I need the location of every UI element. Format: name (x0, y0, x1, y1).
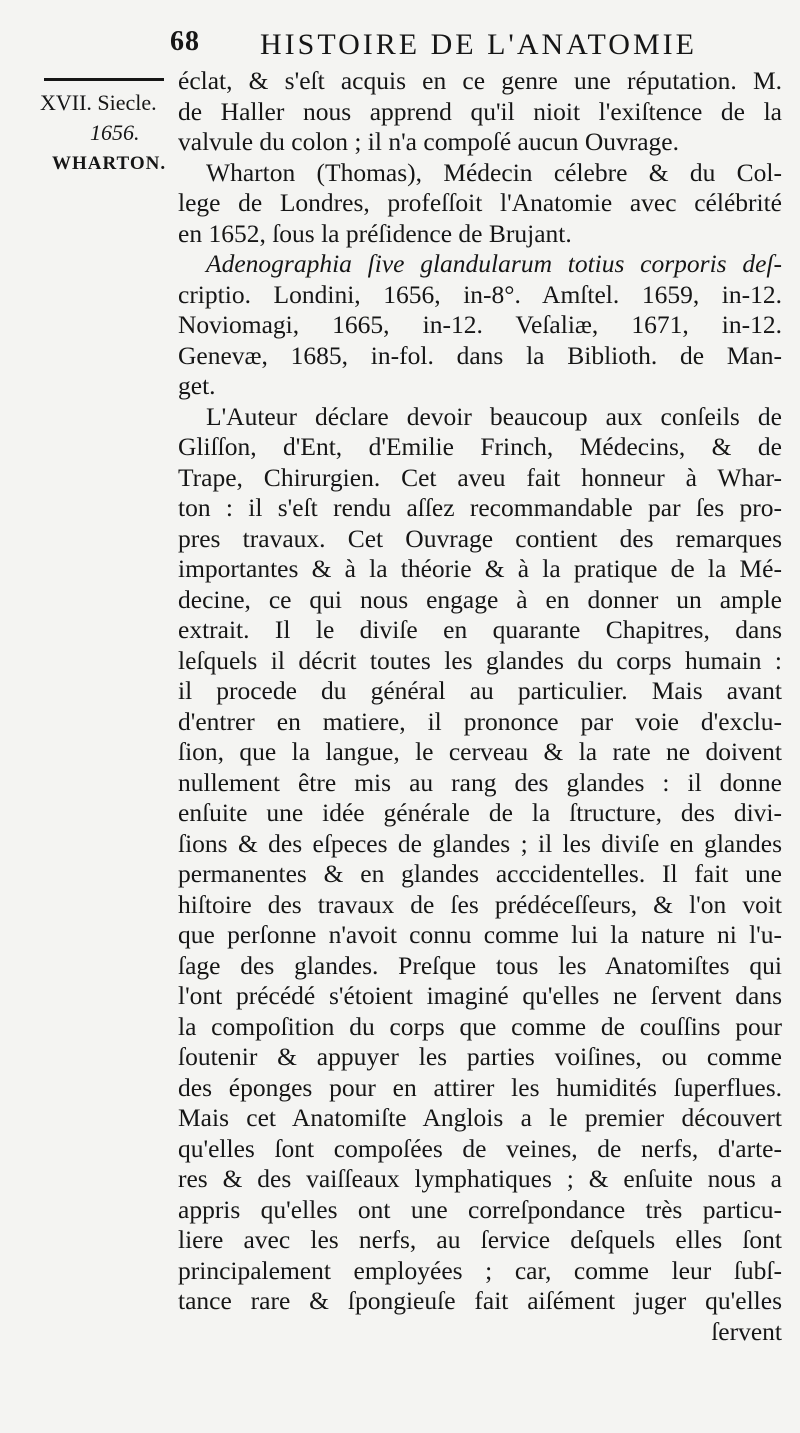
text-line: hiſtoire des travaux de ſes prédéceſſeurs, & l'on voit (178, 889, 782, 919)
text-line: de Haller nous apprend qu'il nioit l'exiſtence de la (178, 96, 782, 126)
text-line: extrait. Il le diviſe en quarante Chapitres, dans (178, 615, 782, 644)
running-head: HISTOIRE DE L'ANATOMIE (260, 28, 697, 61)
page-number: 68 (170, 26, 200, 57)
body-text (178, 66, 782, 1347)
text-line: nullement être mis au rang des glandes : il donne (178, 767, 782, 797)
text-line: criptio. Londini, 1656, in-8°. Amſtel. 1659, in-12. (178, 279, 782, 309)
text-line: liere avec les nerfs, au ſervice deſquels elles ſont (178, 1225, 782, 1254)
margin-year: 1656. (90, 120, 140, 145)
text-line: L'Auteur déclare devoir beaucoup aux conſeils de (206, 401, 782, 431)
text-line: ſion, que la langue, le cerveau & la rate ne doivent (178, 737, 782, 766)
text-line: leſquels il décrit toutes les glandes du corps humain : (178, 645, 782, 675)
text-line: permanentes & en glandes acccidentelles. Il fait une (178, 859, 782, 888)
text-line: que perſonne n'avoit connu comme lui la nature ni l'u- (178, 920, 782, 949)
text-line: res & des vaiſſeaux lymphatiques ; & enſuite nous a (178, 1164, 782, 1193)
text-line: ſoutenir & appuyer les parties voiſines, ou comme (178, 1042, 782, 1071)
text-line: Noviomagi, 1665, in-12. Veſaliæ, 1671, in-12. (178, 310, 782, 339)
text-line: Gliſſon, d'Ent, d'Emilie Frinch, Médecins, & de (178, 432, 782, 461)
text-line: Wharton (Thomas), Médecin célebre & du Col- (206, 157, 782, 187)
text-line: éclat, & s'eſt acquis en ce genre une réputation. M. (178, 66, 782, 95)
margin-name: WHARTON. (52, 153, 167, 174)
text-line: des éponges pour en attirer les humidités ſuperflues. (178, 1072, 782, 1102)
text-line: decine, ce qui nous engage à en donner un ample (178, 584, 782, 614)
text-line: la compoſition du corps que comme de couſſins pour (178, 1011, 782, 1041)
text-line: qu'elles ſont compoſées de veines, de nerfs, d'arte- (178, 1133, 782, 1163)
text-line: valvule du colon ; il n'a compoſé aucun Ouvrage. (178, 127, 679, 156)
text-line: appris qu'elles ont une correſpondance très particu- (178, 1194, 782, 1224)
text-line: d'entrer en matiere, il prononce par voie d'exclu- (178, 706, 782, 736)
text-line: tance rare & ſpongieuſe fait aiſément juger qu'elles (178, 1286, 782, 1315)
margin-rule (44, 78, 164, 81)
text-line: il procede du général au particulier. Mais avant (178, 676, 782, 705)
text-line: Genevæ, 1685, in-fol. dans la Biblioth. de Man- (178, 340, 782, 370)
text-line: ſervent (711, 1316, 782, 1346)
text-line: lege de Londres, profeſſoit l'Anatomie avec célébrité (178, 188, 782, 217)
text-line: enſuite une idée générale de la ſtructure, des divi- (178, 798, 782, 827)
text-line: Mais cet Anatomiſte Anglois a le premier découvert (178, 1103, 782, 1132)
text-line: importantes & à la théorie & à la pratique de la Mé- (178, 554, 782, 583)
margin-century: XVII. Siecle. (40, 90, 157, 115)
text-line: principalement employées ; car, comme leur ſubſ- (178, 1255, 782, 1285)
text-line: en 1652, ſous la préſidence de Brujant. (178, 218, 572, 248)
text-line: ſage des glandes. Preſque tous les Anatomiſtes qui (178, 950, 782, 980)
text-line: Adenographia ſive glandularum totius corporis deſ- (206, 249, 782, 278)
text-line: l'ont précédé s'étoient imaginé qu'elles ne ſervent dans (178, 981, 782, 1010)
text-line: pres travaux. Cet Ouvrage contient des remarques (178, 523, 782, 553)
text-line: ton : il s'eſt rendu aſſez recommandable par ſes pro- (178, 493, 782, 522)
text-line: get. (178, 371, 216, 400)
text-line: ſions & des eſpeces de glandes ; il les diviſe en glandes (178, 828, 782, 858)
text-line: Trape, Chirurgien. Cet aveu fait honneur à Whar- (178, 462, 782, 492)
